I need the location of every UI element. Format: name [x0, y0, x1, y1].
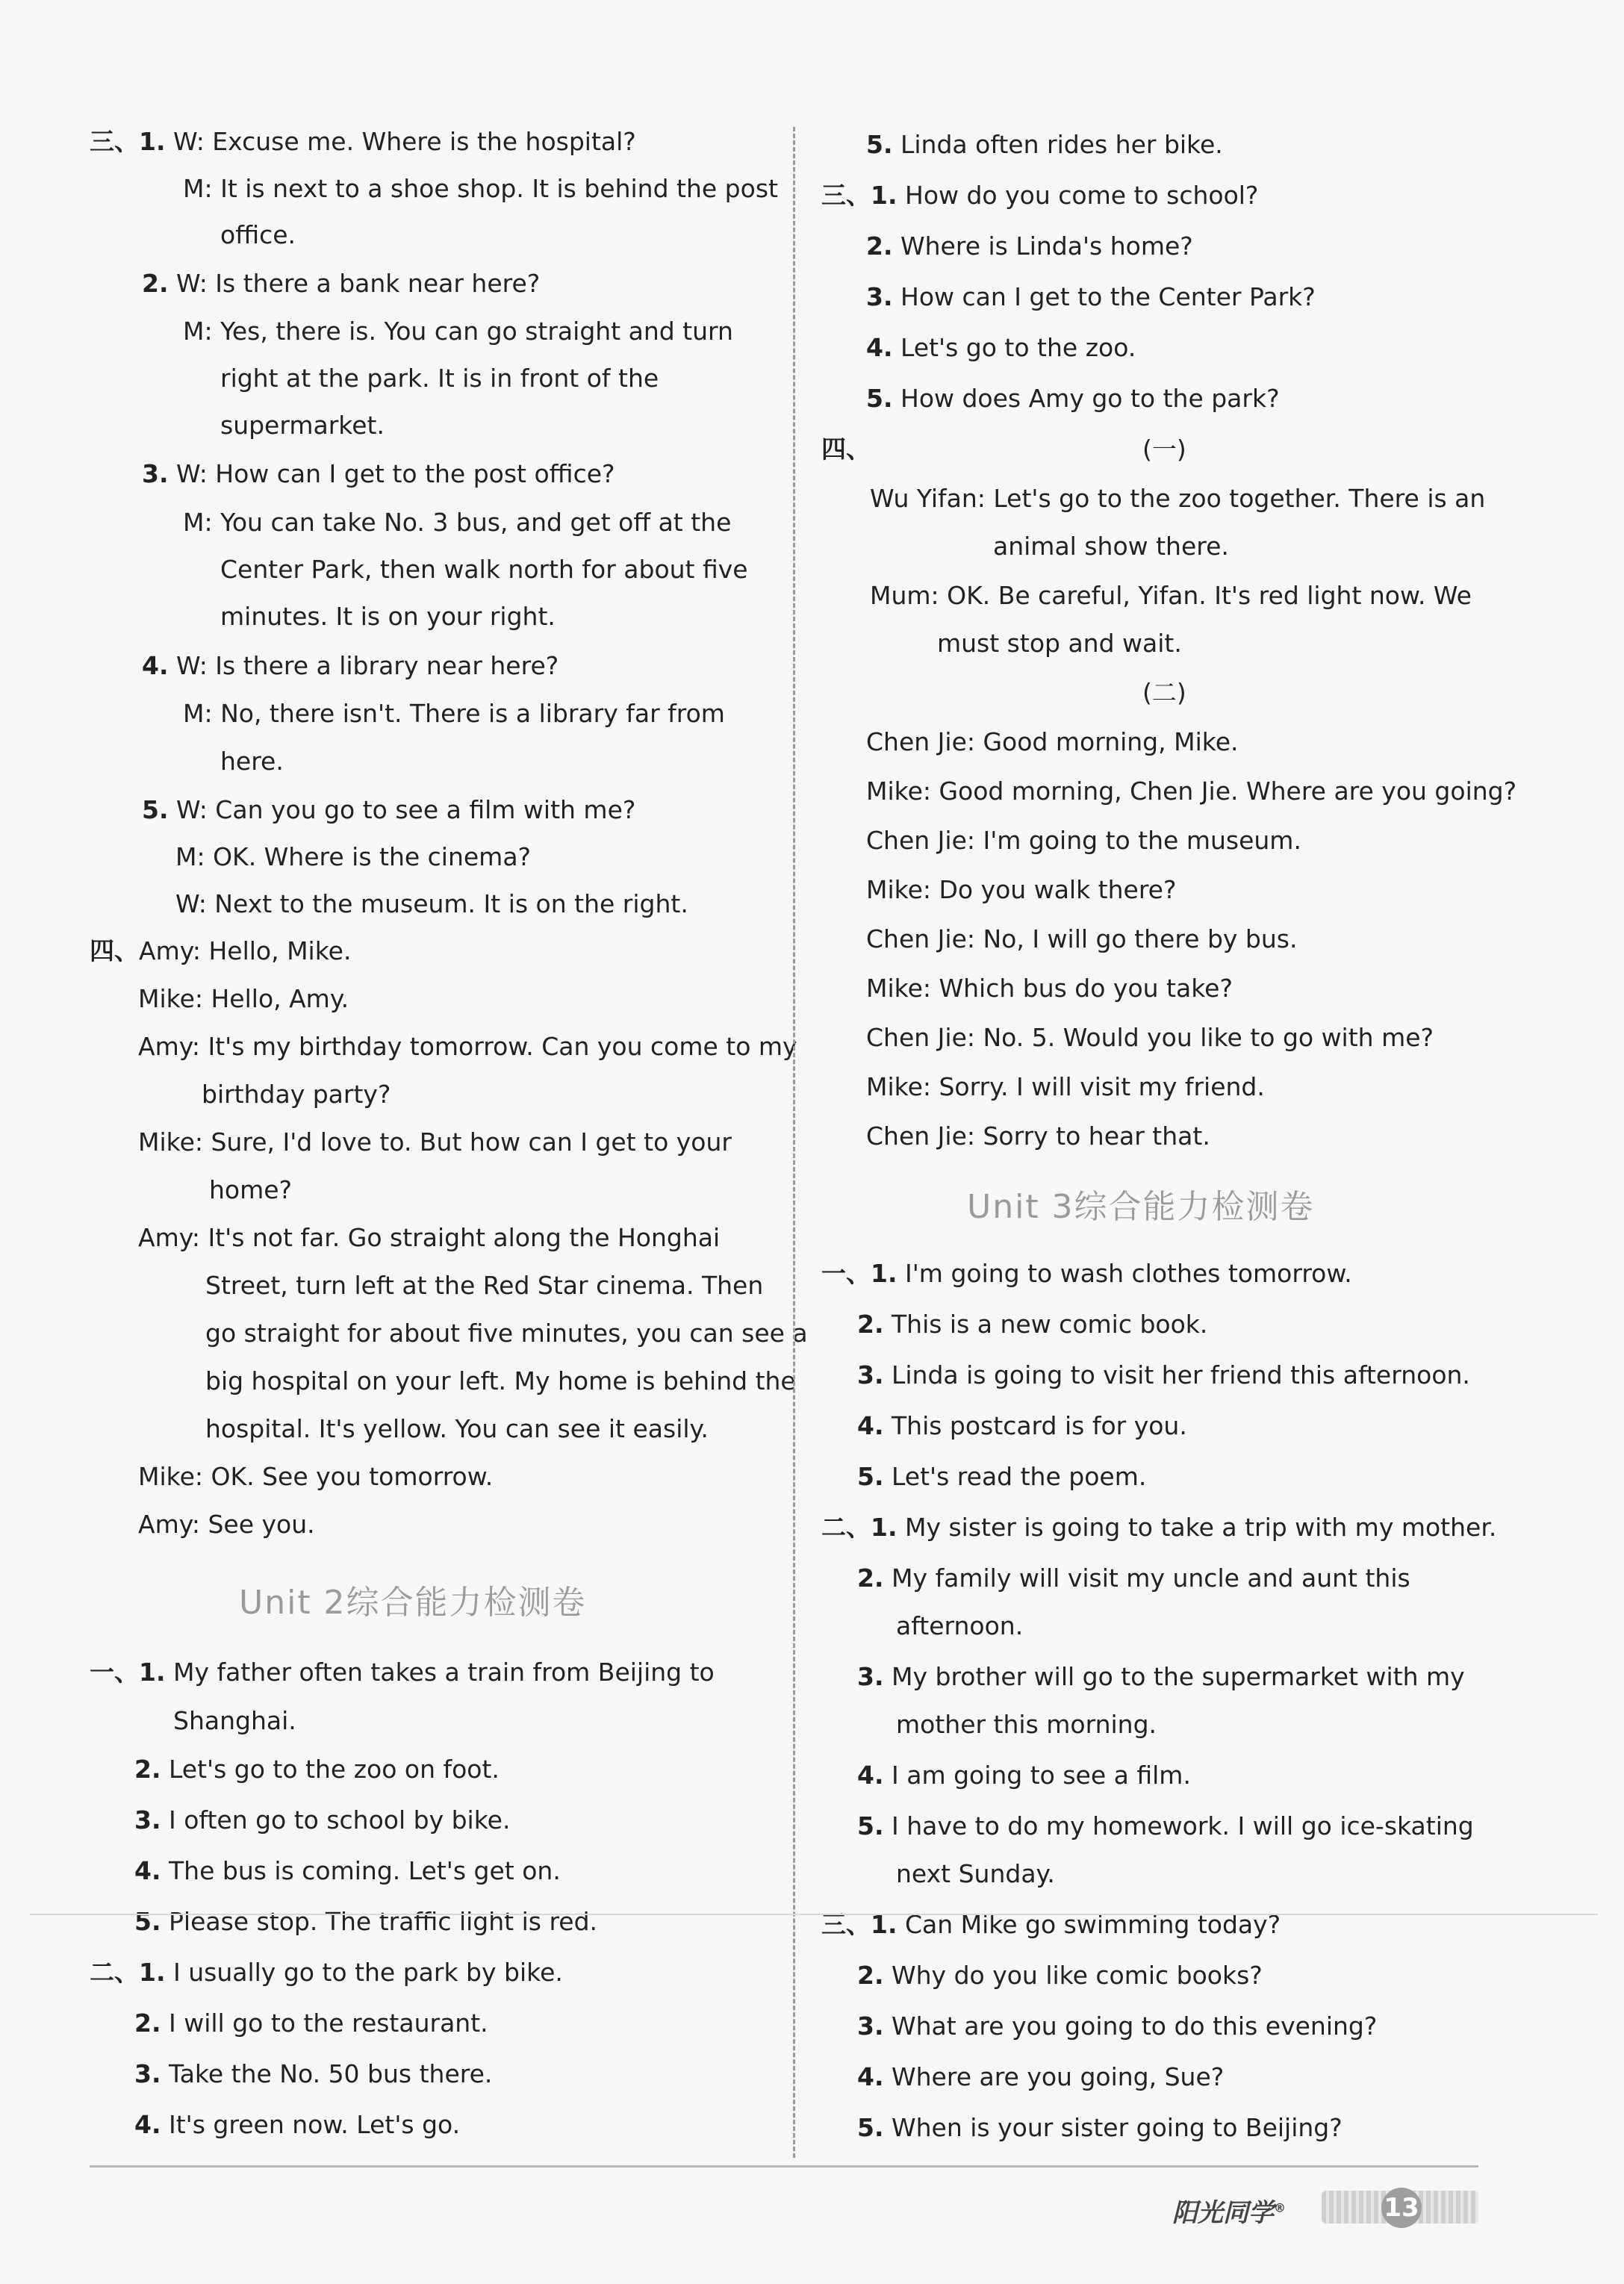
answer-line: Chen Jie: No. 5. Would you like to go with me?	[866, 1023, 1434, 1052]
answer-line: 5. W: Can you go to see a film with me?	[142, 795, 636, 824]
footer	[1172, 2188, 1486, 2229]
answer-line: Chen Jie: Sorry to hear that.	[866, 1121, 1210, 1151]
answer-line: Mike: OK. See you tomorrow.	[138, 1462, 494, 1491]
answer-line: go straight for about five minutes, you can see a	[205, 1319, 808, 1348]
answer-line: M: You can take No. 3 bus, and get off at the	[183, 508, 732, 537]
answer-line: 三、1. W: Excuse me. Where is the hospital?	[90, 127, 636, 156]
answer-line: 二、1. My sister is going to take a trip with my mother.	[821, 1513, 1497, 1542]
answer-line: Chen Jie: No, I will go there by bus.	[866, 924, 1298, 953]
answer-line: Amy: It's my birthday tomorrow. Can you come to my	[138, 1032, 797, 1061]
answer-line: hospital. It's yellow. You can see it easily.	[205, 1414, 709, 1443]
answer-line: next Sunday.	[896, 1859, 1055, 1888]
answer-line: Street, turn left at the Red Star cinema. Then	[205, 1271, 764, 1300]
answer-line: Wu Yifan: Let's go to the zoo together. There is an	[870, 484, 1486, 513]
answer-line: afternoon.	[896, 1611, 1024, 1640]
answer-line: supermarket.	[220, 411, 385, 440]
answer-line: 4. Where are you going, Sue?	[857, 2062, 1225, 2091]
answer-line: Center Park, then walk north for about five	[220, 555, 748, 584]
answer-line: 3. Linda is going to visit her friend this afternoon.	[857, 1360, 1470, 1390]
answer-line: 5. When is your sister going to Beijing?	[857, 2113, 1343, 2142]
page-number: 13	[1381, 2188, 1422, 2228]
answer-line: Shanghai.	[173, 1706, 296, 1735]
answer-line: Mike: Good morning, Chen Jie. Where are you going?	[866, 777, 1517, 806]
answer-line: 4. I am going to see a film.	[857, 1761, 1191, 1790]
answer-line: 3. What are you going to do this evening?	[857, 2011, 1378, 2041]
answer-line: 5. I have to do my homework. I will go ice-skating	[857, 1811, 1474, 1840]
answer-line: 5. Let's read the poem.	[857, 1462, 1147, 1491]
answer-line: Mike: Hello, Amy.	[138, 984, 349, 1013]
answer-line: right at the park. It is in front of the	[220, 364, 659, 393]
answer-line: Amy: See you.	[138, 1510, 315, 1539]
answer-line: W: Next to the museum. It is on the right.	[175, 889, 688, 918]
unit2-section-title: Unit 2综合能力检测卷	[239, 1584, 587, 1622]
answer-line: 2. W: Is there a bank near here?	[142, 269, 541, 298]
answer-line: 一、1. I'm going to wash clothes tomorrow.	[821, 1259, 1352, 1288]
answer-line: Chen Jie: I'm going to the museum.	[866, 826, 1301, 855]
answer-line: 4. The bus is coming. Let's get on.	[134, 1856, 561, 1885]
brand-logo: 阳光同学®	[1172, 2198, 1286, 2228]
answer-line: 3. I often go to school by bike.	[134, 1805, 511, 1835]
column-divider	[793, 127, 795, 2158]
answer-line: Chen Jie: Good morning, Mike.	[866, 727, 1239, 756]
answer-line: 2. This is a new comic book.	[857, 1310, 1208, 1339]
answer-line: 四、 (一)	[821, 435, 1186, 464]
passage-label: (一)	[1142, 435, 1186, 464]
answer-line: 2. Why do you like comic books?	[857, 1961, 1263, 1990]
answer-line: M: OK. Where is the cinema?	[175, 842, 532, 871]
answer-line: 2. I will go to the restaurant.	[134, 2008, 488, 2038]
answer-line: animal show there.	[993, 532, 1229, 561]
footer-rule	[90, 2165, 1478, 2168]
answer-line: 三、1. Can Mike go swimming today?	[821, 1910, 1281, 1939]
answer-line: 一、1. My father often takes a train from Beijing to	[90, 1658, 715, 1687]
answer-line: 4. Let's go to the zoo.	[866, 333, 1136, 362]
answer-line: 5. How does Amy go to the park?	[866, 384, 1280, 413]
answer-line: big hospital on your left. My home is behind the	[205, 1366, 796, 1395]
answer-line: 2. Where is Linda's home?	[866, 231, 1193, 261]
answer-line: 3. W: How can I get to the post office?	[142, 459, 615, 488]
answer-line: 四、Amy: Hello, Mike.	[90, 936, 352, 965]
answer-line: 3. My brother will go to the supermarket with my	[857, 1662, 1465, 1691]
answer-line: Mike: Do you walk there?	[866, 875, 1177, 904]
answer-line: 2. Let's go to the zoo on foot.	[134, 1755, 500, 1784]
answer-line: Mike: Sure, I'd love to. But how can I get to your	[138, 1127, 732, 1157]
answer-line: mother this morning.	[896, 1710, 1157, 1739]
answer-line: 二、1. I usually go to the park by bike.	[90, 1958, 563, 1987]
answer-line: Mum: OK. Be careful, Yifan. It's red light now. We	[870, 581, 1472, 610]
answer-line: 5. Linda often rides her bike.	[866, 130, 1223, 159]
answer-line: 4. This postcard is for you.	[857, 1411, 1187, 1440]
answer-line: Mike: Sorry. I will visit my friend.	[866, 1072, 1265, 1101]
answer-line: 3. How can I get to the Center Park?	[866, 282, 1316, 311]
answer-line: Amy: It's not far. Go straight along the Honghai	[138, 1223, 721, 1252]
answer-line: birthday party?	[202, 1080, 391, 1109]
scan-fold-line	[30, 1914, 1598, 1915]
passage-label: (二)	[1142, 678, 1186, 707]
answer-line: 3. Take the No. 50 bus there.	[134, 2059, 493, 2088]
answer-line: M: It is next to a shoe shop. It is behind the post	[183, 174, 778, 203]
answer-line: 2. My family will visit my uncle and aunt this	[857, 1563, 1410, 1593]
answer-line: 三、1. How do you come to school?	[821, 181, 1259, 210]
answer-line: minutes. It is on your right.	[220, 602, 556, 631]
unit3-section-title: Unit 3综合能力检测卷	[967, 1188, 1315, 1226]
answer-line: Mike: Which bus do you take?	[866, 974, 1233, 1003]
answer-line: home?	[209, 1175, 293, 1204]
answer-line: M: Yes, there is. You can go straight and turn	[183, 317, 733, 346]
answer-line: must stop and wait.	[937, 629, 1182, 658]
answer-line: M: No, there isn't. There is a library far from	[183, 699, 725, 728]
answer-line: 4. W: Is there a library near here?	[142, 651, 559, 680]
answer-line: 5. Please stop. The traffic light is red.	[134, 1907, 598, 1936]
answer-line: here.	[220, 747, 284, 776]
answer-line: office.	[220, 220, 296, 249]
answer-line: 4. It's green now. Let's go.	[134, 2110, 461, 2139]
